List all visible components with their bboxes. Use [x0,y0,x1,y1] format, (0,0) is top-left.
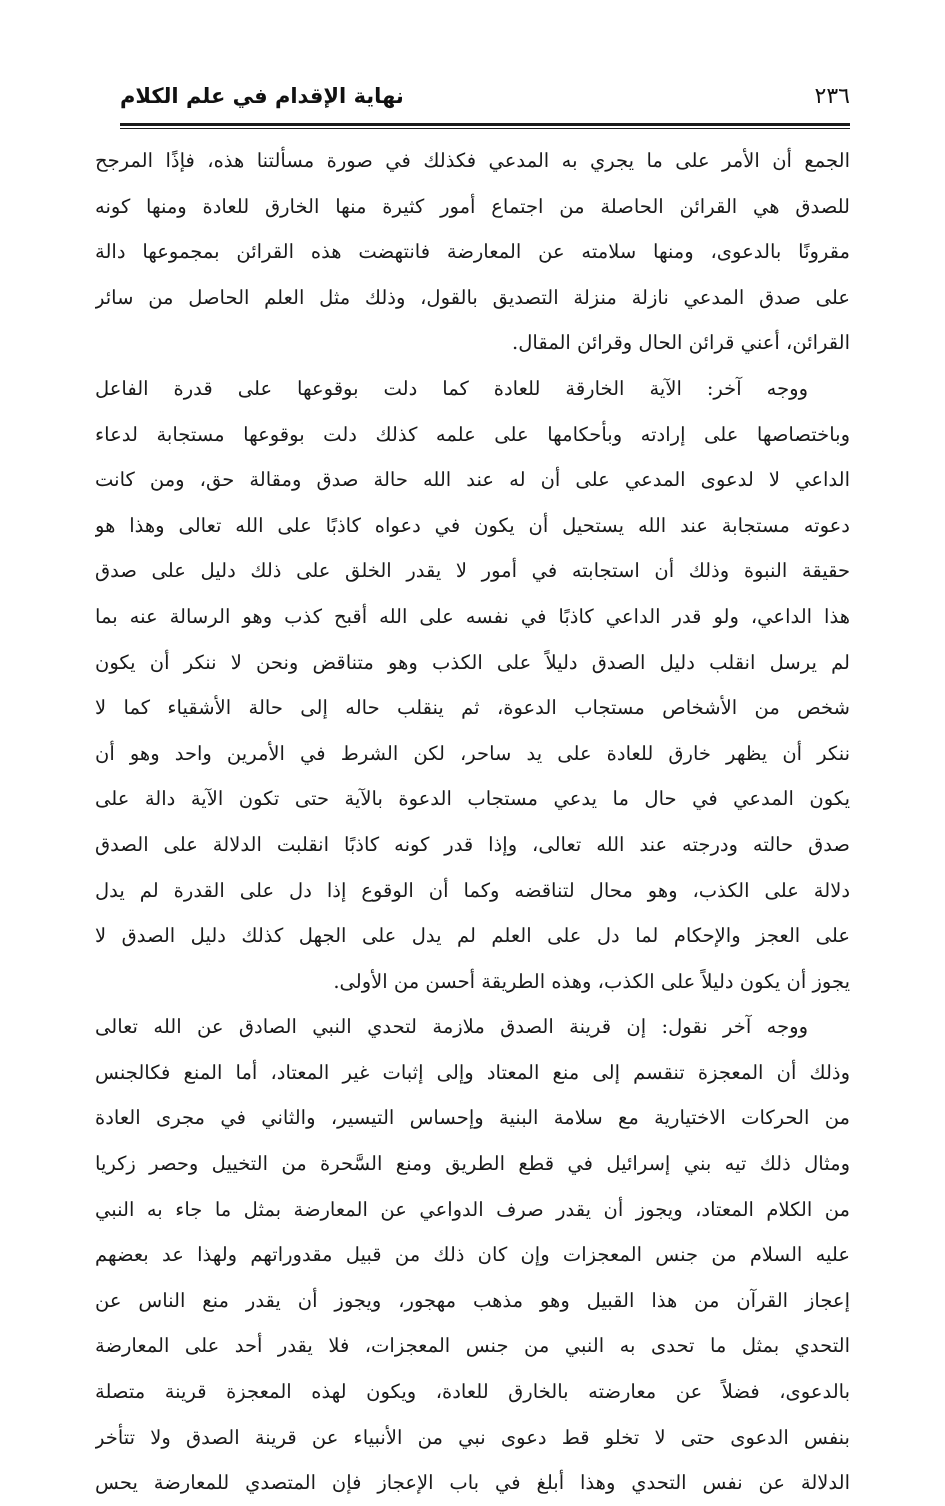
text-line: من الكلام المعتاد، ويجوز أن يقدر صرف الدواعي عن المعارضة بمثل ما جاء به النبي [95,1197,850,1221]
text-line: يكون المدعي في حال ما يدعي مستجاب الدعوة بالآية حتى تكون الآية دالة على [95,787,850,811]
body-text [95,138,850,1506]
text-line: إعجاز القرآن من هذا القبيل وهو مذهب مهجور، ويجوز أن يقدر منع الناس عن [95,1288,850,1312]
text-line: القرائن، أعني قرائن الحال وقرائن المقال. [512,331,850,355]
text-line: هذا الداعي، ولو قدر الداعي كاذبًا في نفسه على الله أقبح كذب وهو الرسالة عنه بما [95,604,850,628]
text-line: يجوز أن يكون دليلاً على الكذب، وهذه الطريقة أحسن من الأولى. [333,969,850,993]
text-line: بنفس الدعوى حتى لا تخلو قط دعوى نبي من الأنبياء عن قرينة الصدق ولا تتأخر [95,1425,850,1449]
header-rule-thin [120,128,850,129]
text-line: لم يرسل انقلب دليل الصدق دليلاً على الكذب وهو متناقض ونحن لا ننكر أن يكون [95,650,850,674]
text-line: ننكر أن يظهر خارق للعادة على يد ساحر، لكن الشرط في الأمرين واحد وهو أن [95,741,850,765]
text-line: بالدعوى، فضلاً عن معارضته بالخارق للعادة، ويكون لهذه المعجزة قرينة متصلة [95,1380,850,1404]
text-line: من الحركات الاختيارية مع سلامة البنية وإحساس التيسير، والثاني في مجرى العادة [95,1106,850,1130]
text-line: مقرونًا بالدعوى، ومنها سلامته عن المعارضة فانتهضت هذه القرائن بمجموعها دالة [95,240,850,264]
text-line: الدلالة عن نفس التحدي وهذا أبلغ في باب الإعجاز فإن المتصدي للمعارضة يحس [95,1471,850,1495]
text-line: ووجه آخر نقول: إن قرينة الصدق ملازمة لتحدي النبي الصادق عن الله تعالى [95,1015,808,1039]
text-line: صدق حالته ودرجته عند الله تعالى، وإذا قدر كونه كاذبًا انقلبت الدلالة على الصدق [95,832,850,856]
text-line: دعوته مستجابة عند الله يستحيل أن يكون في دعواه كاذبًا على الله تعالى وهذا هو [95,513,850,537]
text-line: الجمع أن الأمر على ما يجري به المدعي فكذلك في صورة مسألتنا هذه، فإذًا المرجح [95,149,850,172]
header-rule [120,123,850,126]
text-line: الداعي لا لدعوى المدعي على أن له عند الله حالة صدق ومقالة حق، ومن كانت [95,468,850,492]
running-title: نهاية الإقدام في علم الكلام [120,84,404,108]
text-line: للصدق هي القرائن الحاصلة من اجتماع أمور كثيرة منها الخارق للعادة ومنها كونه [95,194,850,218]
text-line: وذلك أن المعجزة تنقسم إلى منع المعتاد وإلى إثبات غير المعتاد، أما المنع فكالجنس [95,1060,850,1084]
text-line: عليه السلام من جنس المعجزات وإن كان ذلك من قبيل مقدوراتهم ولهذا عد بعضهم [95,1243,850,1267]
text-line: التحدي بمثل ما تحدى به النبي من جنس المعجزات، فلا يقدر أحد على المعارضة [95,1334,850,1358]
text-line: ومثال ذلك تيه بني إسرائيل في قطع الطريق ومنع السَّحرة من التخييل وحصر زكريا [95,1152,850,1176]
page-number: ٢٣٦ [814,84,850,109]
text-line: دلالة على الكذب، وهو محال لتناقضه وكما أن الوقوع إذا دل على القدرة لم يدل [95,878,850,902]
text-line: على صدق المدعي نازلة منزلة التصديق بالقول، وذلك مثل العلم الحاصل من سائر [95,285,850,309]
text-line: وباختصاصها على إرادته وبأحكامها على علمه كذلك دلت بوقوعها مستجابة لدعاء [95,422,850,446]
text-line: شخص من الأشخاص مستجاب الدعوة، ثم ينقلب حاله إلى حالة الأشقياء كما لا [95,696,850,720]
text-line: ووجه آخر: الآية الخارقة للعادة كما دلت بوقوعها على قدرة الفاعل [95,376,808,400]
text-line: على العجز والإحكام لما دل على العلم لم يدل على الجهل كذلك دليل الصدق لا [95,924,850,948]
page-header [120,80,850,126]
text-line: حقيقة النبوة وذلك أن استجابته في أمور لا يقدر الخلق على ذلك دليل على صدق [95,559,850,583]
